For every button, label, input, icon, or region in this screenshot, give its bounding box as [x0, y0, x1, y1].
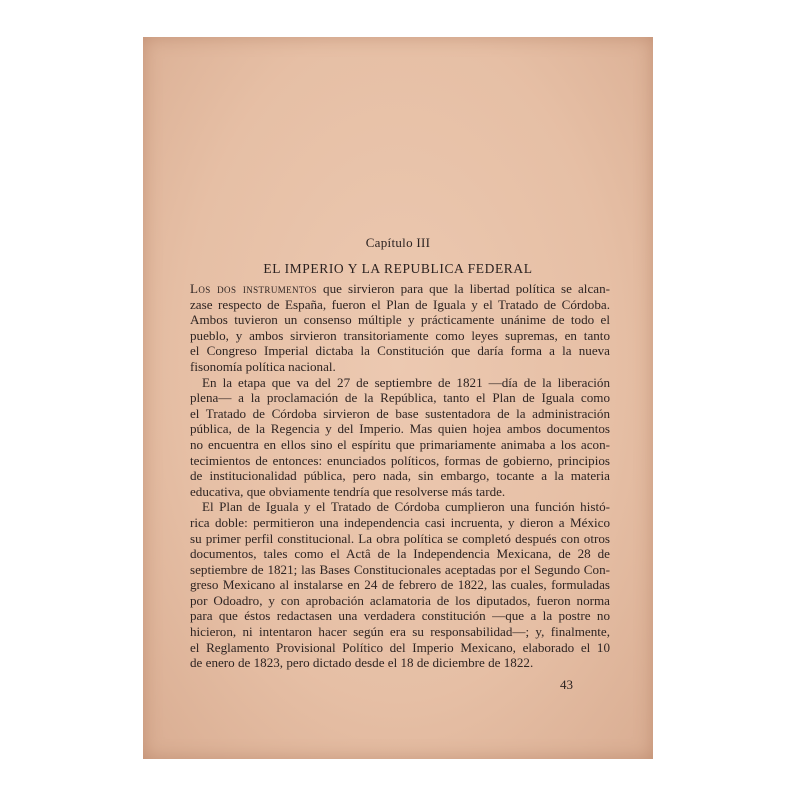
body-text [190, 281, 610, 671]
text-line [190, 655, 610, 671]
text-line [190, 546, 610, 562]
line-text: por Odoadro, y con aprobación aclamatoria de los diputados, fueron norma [190, 592, 610, 608]
line-text: fisonomía política nacional. [190, 358, 336, 374]
chapter-number: Capítulo III [365, 235, 431, 250]
text-line [190, 499, 610, 515]
line-text: pueblo, y ambos sirvieron transitoriamente como leyes supremas, en tanto [190, 327, 610, 343]
text-line [190, 406, 610, 422]
text-line [190, 375, 610, 391]
text-line [190, 297, 610, 313]
text-line [190, 562, 610, 578]
text-line [190, 312, 610, 328]
line-text: pública, de la Regencia y del Imperio. Mas quien hojea ambos documentos [190, 421, 610, 437]
line-text: de enero de 1823, pero dictado desde el 18 de diciembre de 1822. [190, 655, 534, 671]
chapter-title: EL IMPERIO Y LA REPUBLICA FEDERAL [263, 261, 533, 276]
line-text: hicieron, ni intentaron hacer según era su responsabilidad—; y, finalmente, [190, 624, 610, 640]
line-text: plena— a la proclamación de la República, tanto el Plan de Iguala como [190, 390, 610, 406]
line-text: zase respecto de España, fueron el Plan de Iguala y el Tratado de Córdoba. [190, 296, 610, 312]
text-line [190, 359, 610, 375]
text-line [190, 484, 610, 500]
text-line [190, 343, 610, 359]
text-line [190, 468, 610, 484]
page-number: 43 [560, 677, 573, 692]
text-line [190, 281, 610, 297]
book-page [143, 37, 653, 759]
text-line [190, 328, 610, 344]
line-text: rica doble: permitieron una independencia casi incruenta, y dieron a México [190, 514, 610, 530]
line-text: para que éstos redactasen una verdadera constitución —que a la postre no [190, 608, 610, 624]
line-text: que sirvieron para que la libertad política se alcan- [316, 281, 610, 296]
text-line [190, 593, 610, 609]
text-line [190, 577, 610, 593]
text-line [190, 640, 610, 656]
line-text: no encuentra en ellos sino el espíritu que primariamente animaba a los acon- [190, 436, 610, 452]
line-text: documentos, tales como el Actâ de la Independencia Mexicana, de 28 de [190, 546, 610, 562]
line-text: Ambos tuvieron un consenso múltiple y prácticamente unánime de todo el [190, 312, 610, 328]
text-line [190, 390, 610, 406]
text-line [190, 453, 610, 469]
text-line [190, 437, 610, 453]
line-text: de institucionalidad pública, pero nada, sin embargo, tocante a la materia [190, 468, 610, 484]
line-text: El Plan de Iguala y el Tratado de Córdoba cumplieron una función histó- [202, 499, 610, 515]
line-text: el Reglamento Provisional Político del Imperio Mexicano, elaborado el 10 [190, 639, 610, 655]
text-line [190, 608, 610, 624]
line-text: el Congreso Imperial dictaba la Constitución que daría forma a la nueva [190, 343, 610, 359]
line-text: el Tratado de Córdoba sirvieron de base sustentadora de la administración [190, 405, 610, 421]
text-line [190, 624, 610, 640]
line-text: tecimientos de entonces: enunciados políticos, formas de gobierno, principios [190, 452, 610, 468]
text-line [190, 515, 610, 531]
opening-smallcaps: Los dos instrumentos [190, 281, 317, 296]
line-text: educativa, que obviamente tendría que resolverse más tarde. [190, 483, 506, 499]
line-text: En la etapa que va del 27 de septiembre de 1821 —día de la liberación [202, 374, 610, 390]
text-line [190, 531, 610, 547]
text-line [190, 421, 610, 437]
line-text: su primer perfil constitucional. La obra política se completó después con otros [190, 530, 610, 546]
line-text: septiembre de 1821; las Bases Constitucionales aceptadas por el Segundo Con- [190, 561, 610, 577]
line-text: greso Mexicano al instalarse en 24 de febrero de 1822, las cuales, formuladas [190, 577, 610, 593]
